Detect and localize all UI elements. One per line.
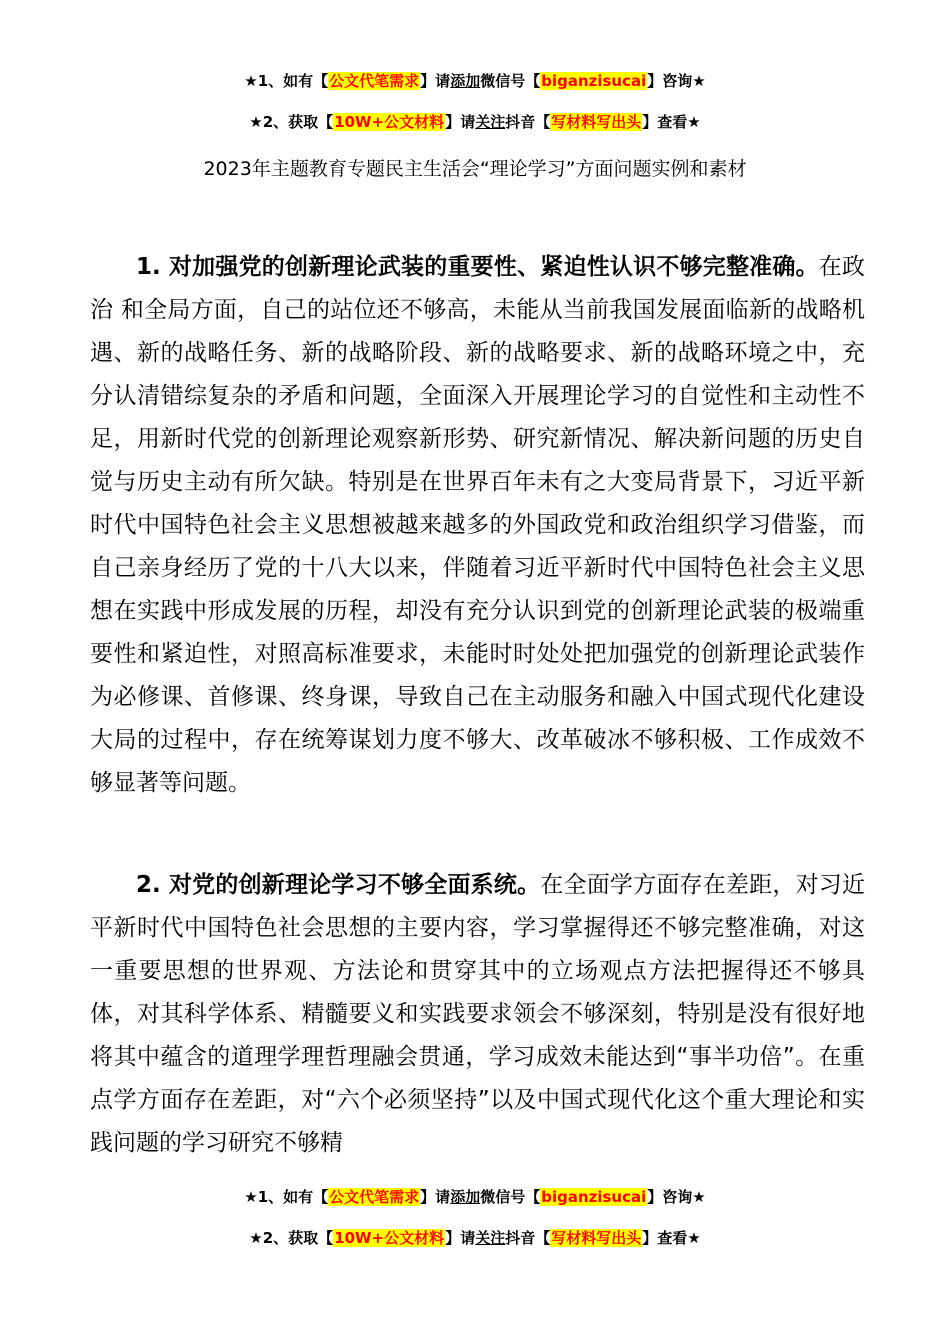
- paragraph-2: [90, 864, 865, 1165]
- promo-text: 】请: [445, 113, 476, 131]
- promo-suffix: 】查看★: [642, 113, 701, 131]
- promo-prefix: ★1、如有【: [244, 1188, 329, 1206]
- promo-prefix: ★2、获取【: [249, 113, 334, 131]
- promo-suffix: 】咨询★: [647, 72, 706, 90]
- paragraph-2-heading: 2. 对党的创新理论学习不够全面系统。: [136, 872, 541, 898]
- promo-text: 】请: [420, 72, 451, 90]
- promo-highlight-service: 公文代笔需求: [329, 1188, 420, 1206]
- header-promo-line-2: [0, 112, 950, 132]
- promo-follow-link[interactable]: 关注: [475, 113, 506, 131]
- promo-add-link[interactable]: 添加: [450, 1188, 481, 1206]
- promo-highlight-douyin: 写材料写出头: [551, 1229, 642, 1247]
- promo-add-link[interactable]: 添加: [450, 72, 481, 90]
- promo-text: 微信号【: [480, 1188, 541, 1206]
- document-title: 2023年主题教育专题民主生活会“理论学习”方面问题实例和素材: [203, 158, 747, 180]
- promo-highlight-douyin: 写材料写出头: [551, 113, 642, 131]
- paragraph-1-body: 在政治 和全局方面，自己的站位还不够高，未能从当前我国发展面临新的战略机遇、新的战略任务、新的战略阶段、新的战略要求、新的战略环境之中，充分认清错综复杂的矛盾和问题，全面深入开展理论学习的自觉性和主动性不足，用新时代党的创新理论观察新形势、研究新情况、解决新问题的历史自觉与历史主动有所欠缺。特别是在世界百年未有之大变局背景下，习近平新时代中国特色社会主义思想被越来越多的外国政党和政治组织学习借鉴，而自己亲身经历了党的十八大以来，伴随着习近平新时代中国特色社会主义思想在实践中形成发展的历程，却没有充分认识到党的创新理论武装的极端重要性和紧迫性，对照高标准要求，未能时时处处把加强党的创新理论武装作为必修课、首修课、终身课，导致自己在主动服务和融入中国式现代化建设大局的过程中，存在统筹谋划力度不够大、改革破冰不够积极、工作成效不够显著等问题。: [90, 254, 866, 796]
- promo-suffix: 】咨询★: [647, 1188, 706, 1206]
- promo-follow-link[interactable]: 关注: [475, 1229, 506, 1247]
- promo-text: 】请: [445, 1229, 476, 1247]
- promo-suffix: 】查看★: [642, 1229, 701, 1247]
- promo-text: 】请: [420, 1188, 451, 1206]
- promo-text: 抖音【: [505, 1229, 551, 1247]
- promo-highlight-wechat-id: biganzisucai: [541, 1188, 647, 1206]
- promo-highlight-wechat-id: biganzisucai: [541, 72, 647, 90]
- promo-highlight-service: 公文代笔需求: [329, 72, 420, 90]
- promo-prefix: ★2、获取【: [249, 1229, 334, 1247]
- promo-highlight-materials: 10W+公文材料: [334, 113, 445, 131]
- footer-promo-line-2: [0, 1228, 950, 1248]
- paragraph-1-heading: 1. 对加强党的创新理论武装的重要性、紧迫性认识不够完整准确。: [136, 254, 819, 280]
- footer-promo-line-1: [0, 1187, 950, 1207]
- promo-highlight-materials: 10W+公文材料: [334, 1229, 445, 1247]
- promo-text: 抖音【: [505, 113, 551, 131]
- paragraph-2-body: 在全面学方面存在差距，对习近平新时代中国特色社会思想的主要内容，学习掌握得还不够完整准确，对这一重要思想的世界观、方法论和贯穿其中的立场观点方法把握得还不够具体，对其科学体系、精髓要义和实践要求领会不够深刻，特别是没有很好地将其中蕴含的道理学理哲理融会贯通，学习成效未能达到“事半功倍”。在重点学方面存在差距，对“六个必须坚持”以及中国式现代化这个重大理论和实践问题的学习研究不够精: [90, 872, 866, 1156]
- paragraph-1: [90, 246, 865, 805]
- promo-text: 微信号【: [480, 72, 541, 90]
- header-promo-line-1: [0, 71, 950, 91]
- promo-prefix: ★1、如有【: [244, 72, 329, 90]
